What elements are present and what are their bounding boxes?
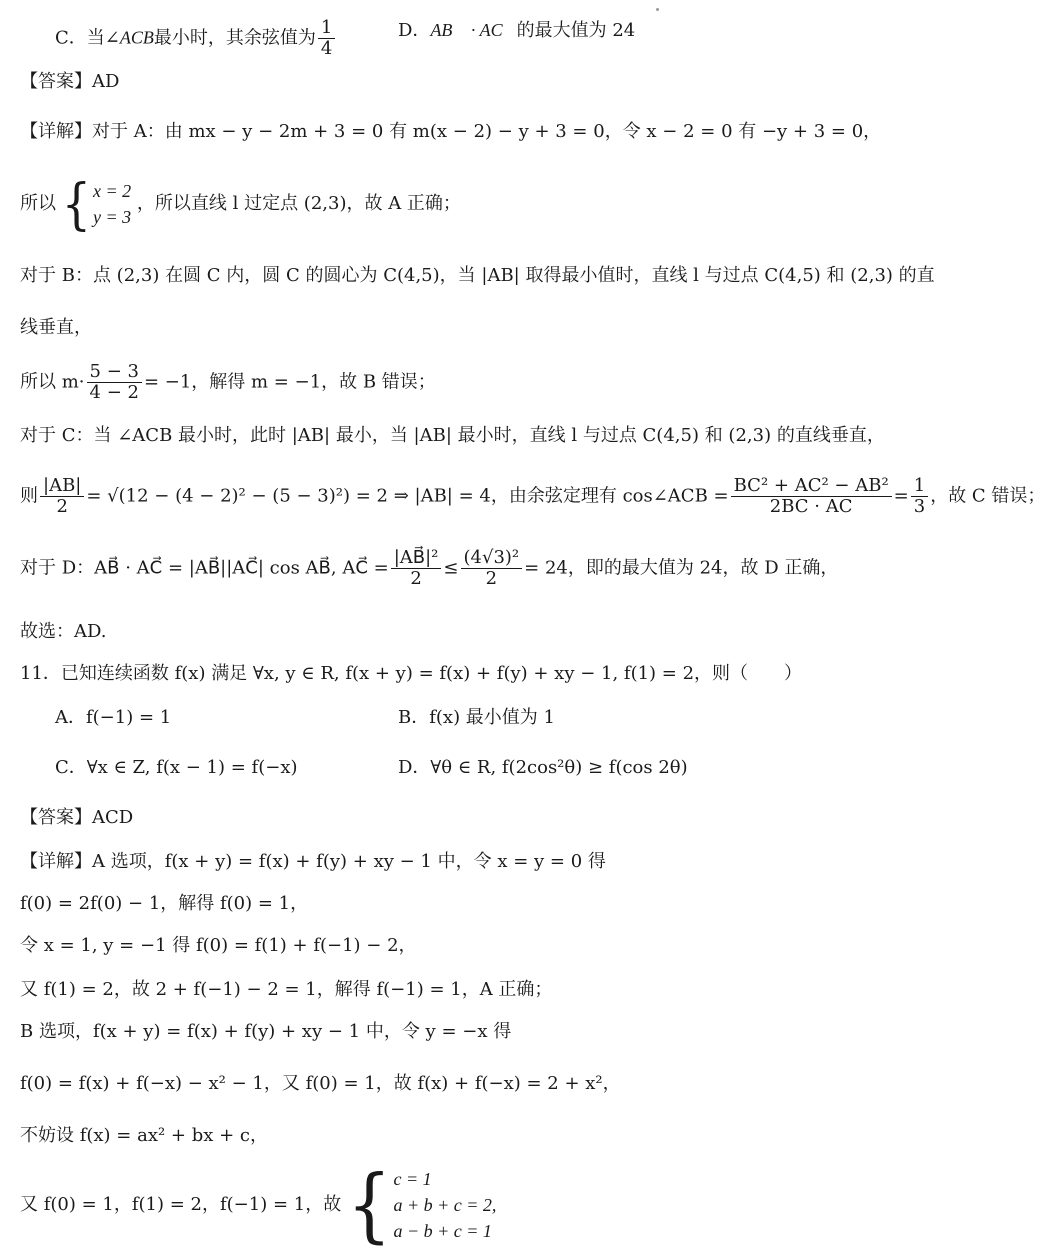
- suffix-text: = 24，即的最大值为 24，故 D 正确，: [524, 557, 839, 579]
- q11-step-1: 【详解】A 选项，f(x + y) = f(x) + f(y) + xy − 1 中，令 x = y = 0 得: [20, 851, 606, 872]
- option-d-label: D．: [398, 20, 431, 41]
- prefix-text: 所以 m·: [20, 371, 85, 393]
- q11-step-2: f(0) = 2f(0) − 1，解得 f(0) = 1，: [20, 893, 309, 914]
- suffix-text: = −1，解得 m = −1，故 B 错误；: [143, 371, 436, 393]
- fraction-denominator: 2: [410, 568, 422, 589]
- q11-step-6: f(0) = f(x) + f(−x) − x² − 1，又 f(0) = 1，故 f(x) + f(−x) = 2 + x²，: [20, 1073, 621, 1094]
- half-ab-fraction: [40, 476, 84, 517]
- option-c-text: 最小时，其余弦值为: [153, 27, 316, 49]
- q10-option-d: [398, 18, 635, 43]
- fraction-denominator: 2: [485, 568, 498, 589]
- slope-fraction: [87, 362, 142, 403]
- coefficient-system: { c = 1 a + b + c = 2, a − b + c = 1: [346, 1157, 497, 1253]
- equation-system: { x = 2 y = 3: [61, 171, 132, 237]
- fraction-numerator: 1: [911, 476, 928, 497]
- system-row: a + b + c = 2,: [393, 1195, 497, 1215]
- leq-sign: ≤: [443, 557, 459, 579]
- fraction-numerator: BC² + AC² − AB²: [731, 476, 892, 497]
- q10-detail-b-cont: 线垂直，: [20, 317, 92, 338]
- cosine-law-fraction: [731, 476, 892, 517]
- q11-option-b: B．f(x) 最小值为 1: [398, 707, 555, 728]
- prefix-text: 又 f(0) = 1，f(1) = 2，f(−1) = 1，故: [20, 1194, 342, 1215]
- q11-stem: 11．已知连续函数 f(x) 满足 ∀x, y ∈ R, f(x + y) = f(x) + f(y) + xy − 1, f(1) = 2，则（ ）: [20, 663, 803, 684]
- fraction-denominator: 4: [320, 38, 333, 59]
- fraction-numerator: (4√3)²: [461, 548, 523, 569]
- equals-sign: =: [893, 485, 909, 507]
- scan-speck: [656, 8, 659, 11]
- prefix-text: 对于 D：AB⃗ · AC⃗ = |AB⃗||AC⃗| cos AB⃗, AC⃗ =: [20, 557, 389, 579]
- fraction-denominator: 4 − 2: [89, 382, 139, 403]
- q10-final: 故选：AD.: [20, 621, 107, 642]
- option-c-label: C．当: [55, 27, 105, 49]
- q10-detail-c: 对于 C：当 ∠ACB 最小时，此时 |AB| 最小，当 |AB| 最小时，直线 l 与过点 C(4,5) 和 (2,3) 的直线垂直，: [20, 425, 885, 446]
- q10-detail-b: 对于 B：点 (2,3) 在圆 C 内，圆 C 的圆心为 C(4,5)，当 |AB| 取得最小值时，直线 l 与过点 C(4,5) 和 (2,3) 的直: [20, 265, 935, 286]
- system-row: a − b + c = 1: [393, 1221, 492, 1241]
- fraction-numerator: |AB|: [40, 476, 84, 497]
- q11-step-7: 不妨设 f(x) = ax² + bx + c，: [20, 1125, 269, 1146]
- q11-step-4: 又 f(1) = 2，故 2 + f(−1) − 2 = 1，解得 f(−1) = 1，A 正确；: [20, 979, 553, 1000]
- option-c-fraction: [318, 18, 335, 59]
- q11-option-a: A．f(−1) = 1: [55, 707, 172, 728]
- system-row: c = 1: [393, 1169, 432, 1189]
- q11-step-3: 令 x = 1, y = −1 得 f(0) = f(1) + f(−1) − 2，: [20, 935, 417, 956]
- suffix-text: ，所以直线 l 过定点 (2,3)，故 A 正确；: [136, 193, 461, 214]
- q10-detail-a: 【详解】对于 A：由 mx − y − 2m + 3 = 0 有 m(x − 2) − y + 3 = 0，令 x − 2 = 0 有 −y + 3 = 0，: [20, 121, 882, 142]
- fraction-numerator: 1: [318, 18, 335, 39]
- option-c-angle: ∠ACB: [104, 27, 154, 48]
- fraction-denominator: 3: [913, 496, 926, 517]
- bound-fraction: [461, 548, 523, 589]
- suffix-text: ，故 C 错误；: [930, 485, 1045, 507]
- option-d-vectors: AB⃗ · AC⃗: [430, 20, 517, 40]
- q10-detail-d: [20, 548, 838, 589]
- middle-text: = √(12 − (4 − 2)² − (5 − 3)²) = 2 ⇒ |AB| = 4，由余弦定理有 cos∠ACB =: [86, 485, 729, 507]
- q10-option-c: [55, 18, 337, 59]
- fraction-denominator: 2BC · AC: [769, 496, 853, 517]
- q11-answer: 【答案】ACD: [20, 807, 134, 828]
- prefix-text: 则: [20, 485, 38, 507]
- q11-option-c: C．∀x ∈ Z, f(x − 1) = f(−x): [55, 757, 298, 778]
- q11-option-d: D．∀θ ∈ R, f(2cos²θ) ≥ f(cos 2θ): [398, 757, 688, 778]
- fraction-numerator: |AB⃗|²: [391, 548, 442, 569]
- q10-answer: 【答案】AD: [20, 71, 120, 92]
- prefix-text: 所以: [20, 193, 56, 214]
- ab-squared-fraction: [391, 548, 442, 589]
- q11-step-5: B 选项，f(x + y) = f(x) + f(y) + xy − 1 中，令 y = −x 得: [20, 1021, 512, 1042]
- q11-step-8: [20, 1157, 497, 1253]
- system-row: x = 2: [93, 181, 132, 201]
- result-fraction: [911, 476, 928, 517]
- q10-system-line: [20, 171, 461, 237]
- system-row: y = 3: [93, 207, 132, 227]
- q10-cosine-line: [20, 476, 1045, 517]
- fraction-numerator: 5 − 3: [87, 362, 142, 383]
- fraction-denominator: 2: [56, 496, 68, 517]
- option-d-text: 的最大值为 24: [516, 20, 636, 41]
- q10-slope-line: [20, 362, 436, 403]
